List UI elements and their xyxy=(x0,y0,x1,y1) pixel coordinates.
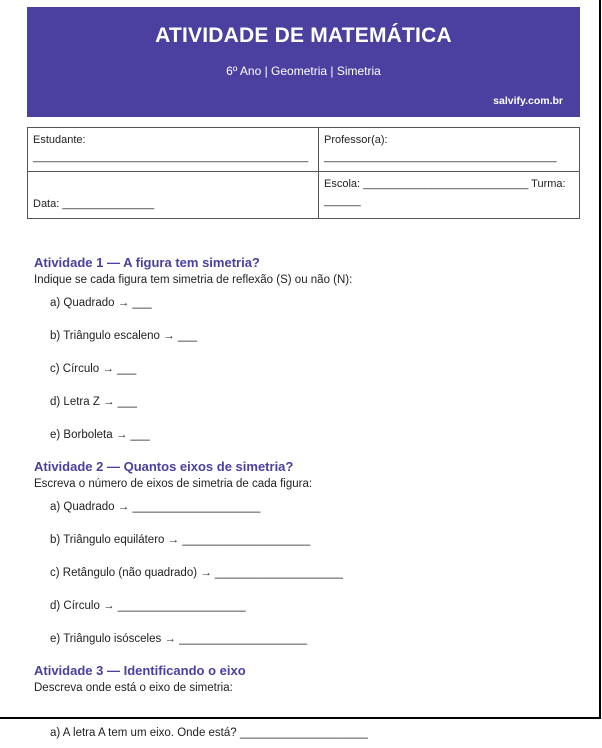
list-item: a) A letra A tem um eixo. Onde está? ____________________ xyxy=(50,727,368,739)
escola-cell xyxy=(319,171,580,218)
list-item: a) Quadrado → ____________________ xyxy=(50,501,261,513)
activity-2-instruction: Escreva o número de eixos de simetria de cada figura: xyxy=(34,478,313,490)
activity-3 xyxy=(34,663,574,694)
professor-label: Professor(a): xyxy=(324,134,388,146)
list-item: b) Triângulo equilátero → ____________________ xyxy=(50,534,311,546)
list-item: b) Triângulo escaleno → ___ xyxy=(50,330,198,342)
list-item: e) Borboleta → ___ xyxy=(50,429,150,441)
page-title: ATIVIDADE DE MATEMÁTICA xyxy=(155,24,452,47)
activity-1 xyxy=(34,255,574,441)
activity-1-instruction: Indique se cada figura tem simetria de reflexão (S) ou não (N): xyxy=(34,274,353,286)
brand-link: salvify.com.br xyxy=(493,95,563,107)
professor-cell xyxy=(319,128,580,172)
list-item: d) Círculo → ____________________ xyxy=(50,600,246,612)
professor-line: ______________________________________ xyxy=(324,151,557,163)
list-item: a) Quadrado → ___ xyxy=(50,297,152,309)
data-cell xyxy=(28,171,319,218)
header-banner xyxy=(27,7,580,117)
estudante-cell xyxy=(28,128,319,172)
activity-3-instruction: Descreva onde está o eixo de simetria: xyxy=(34,682,233,694)
list-item: d) Letra Z → ___ xyxy=(50,396,137,408)
page-subtitle: 6º Ano | Geometria | Simetria xyxy=(226,64,381,78)
activity-1-title: Atividade 1 — A figura tem simetria? xyxy=(34,255,260,270)
activity-2-title: Atividade 2 — Quantos eixos de simetria? xyxy=(34,459,294,474)
turma-line: ______ xyxy=(324,194,361,207)
activity-3-title: Atividade 3 — Identificando o eixo xyxy=(34,663,246,678)
data-text: Data: _______________ xyxy=(33,198,155,210)
estudante-label: Estudante: xyxy=(33,134,86,146)
activity-2 xyxy=(34,459,574,645)
student-info-table xyxy=(27,127,580,219)
escola-text: Escola: ___________________________ Turma: xyxy=(324,177,566,190)
list-item: c) Retângulo (não quadrado) → ____________________ xyxy=(50,567,343,579)
list-item: e) Triângulo isósceles → ____________________ xyxy=(50,633,308,645)
list-item: c) Círculo → ___ xyxy=(50,363,137,375)
activities-section xyxy=(34,255,574,694)
estudante-line: _____________________________________________ xyxy=(33,151,309,163)
